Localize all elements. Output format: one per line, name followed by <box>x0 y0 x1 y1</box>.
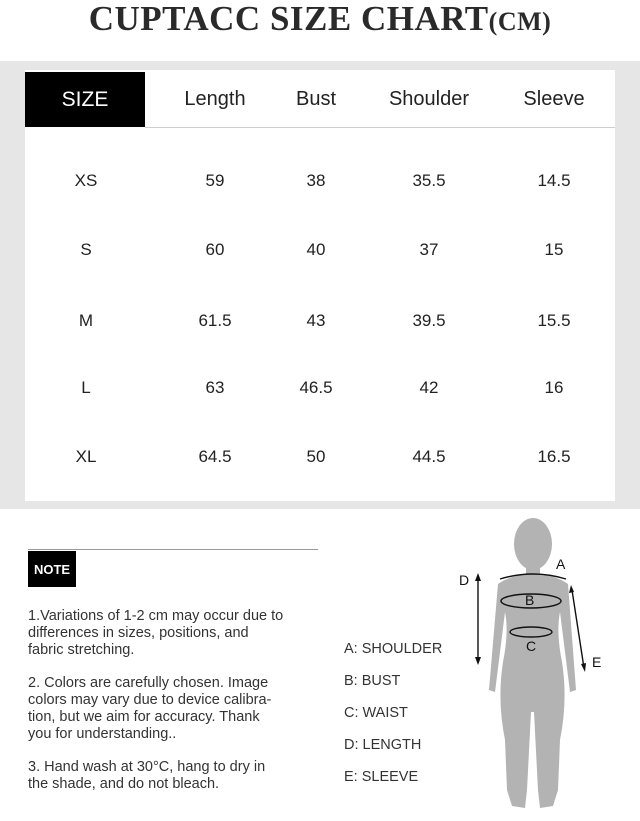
note-item: 3. Hand wash at 30°C, hang to dry in the shade, and do not bleach. <box>28 759 266 792</box>
shoulder-cell: 44.5 <box>412 447 446 466</box>
legend-sleeve: E: SLEEVE <box>344 769 419 785</box>
label-d: D <box>459 572 470 588</box>
arrow-down-icon <box>475 657 481 665</box>
length-column-header: Length <box>184 88 246 110</box>
bust-column-header: Bust <box>295 88 337 110</box>
arrow-down-icon <box>581 663 586 672</box>
size-cell: XS <box>74 171 98 190</box>
legend-shoulder: A: SHOULDER <box>344 641 443 657</box>
length-cell: 63 <box>205 378 225 397</box>
shoulder-cell: 42 <box>419 378 439 397</box>
note-item: 1.Variations of 1-2 cm may occur due to differences in sizes, positions, and fabric stretching. <box>28 608 284 658</box>
bust-cell: 46.5 <box>299 378 333 397</box>
sleeve-column-header: Sleeve <box>523 88 585 110</box>
length-cell: 64.5 <box>198 447 232 466</box>
title-unit: (CM) <box>488 7 552 36</box>
body-measurement-figure <box>455 512 640 821</box>
title-main: CUPTACC SIZE CHART <box>88 0 489 38</box>
size-table <box>25 70 615 501</box>
shoulder-cell: 37 <box>419 240 439 259</box>
legend-bust: B: BUST <box>344 673 401 689</box>
sleeve-cell: 16.5 <box>537 447 571 466</box>
shoulder-cell: 39.5 <box>412 311 446 330</box>
sleeve-cell: 16 <box>544 378 564 397</box>
length-cell: 60 <box>205 240 225 259</box>
size-cell: L <box>81 378 91 397</box>
size-column-header: SIZE <box>25 72 145 127</box>
note-item: 2. Colors are carefully chosen. Image colors may vary due to device calibra- tion, but we aim for accuracy. Thank you for understanding.. <box>28 675 272 742</box>
bust-cell: 43 <box>306 311 326 330</box>
header-divider <box>145 127 615 128</box>
shoulder-column-header: Shoulder <box>388 88 470 110</box>
note-label: NOTE <box>28 551 76 587</box>
bust-cell: 40 <box>306 240 326 259</box>
sleeve-cell: 14.5 <box>537 171 571 190</box>
sleeve-line <box>572 590 584 668</box>
label-b: B <box>525 592 535 608</box>
size-cell: S <box>80 240 92 259</box>
legend-waist: C: WAIST <box>344 705 408 721</box>
label-a: A <box>556 556 566 572</box>
sleeve-cell: 15 <box>544 240 564 259</box>
length-cell: 59 <box>205 171 225 190</box>
size-cell: M <box>78 311 94 330</box>
arrow-up-icon <box>475 573 481 581</box>
label-e: E <box>592 654 602 670</box>
legend-length: D: LENGTH <box>344 737 422 753</box>
bust-cell: 50 <box>306 447 326 466</box>
shoulder-cell: 35.5 <box>412 171 446 190</box>
sleeve-cell: 15.5 <box>537 311 571 330</box>
arrow-up-icon <box>569 585 574 593</box>
label-c: C <box>526 638 537 654</box>
page-title <box>0 0 640 41</box>
size-cell: XL <box>75 447 97 466</box>
bust-cell: 38 <box>306 171 326 190</box>
note-divider <box>28 549 318 550</box>
length-cell: 61.5 <box>198 311 232 330</box>
